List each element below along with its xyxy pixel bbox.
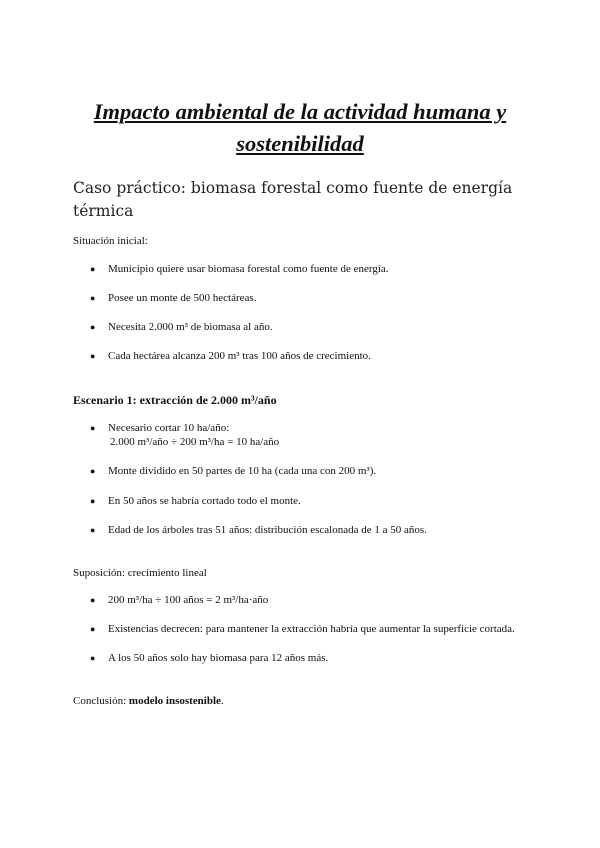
list-item-text (108, 421, 548, 449)
list-item-text: 200 m³/ha ÷ 100 años = 2 m³/ha·año (108, 594, 269, 606)
conclusion-period: . (220, 695, 224, 707)
bullet-icon: ● (90, 423, 96, 433)
list-item-text: En 50 años se habría cortado todo el monte. (108, 495, 301, 507)
title-line-2: sostenibilidad (236, 131, 364, 156)
list-item-text: Existencias decrecen: para mantener la extracción habría que aumentar la superficie cortada. (108, 623, 515, 635)
list-item-text: Posee un monte de 500 hectáreas. (108, 292, 257, 304)
scenario-heading: Escenario 1: extracción de 2.000 m³/año (73, 393, 277, 407)
formula-line: 2.000 m³/año ÷ 200 m³/ha = 10 ha/año (110, 436, 280, 448)
conclusion-label: Conclusión: (73, 695, 127, 707)
conclusion-value: modelo insostenible (128, 695, 221, 707)
bullet-icon: ● (90, 264, 96, 274)
document-title (40, 96, 560, 160)
conclusion-paragraph (73, 694, 224, 708)
bullet-icon: ● (90, 525, 96, 535)
suposicion-label: Suposición: crecimiento lineal (73, 567, 207, 579)
list-item-text: A los 50 años solo hay biomasa para 12 años más. (108, 652, 329, 664)
case-study-heading: Caso práctico: biomasa forestal como fuente de energía térmica (73, 179, 513, 220)
bullet-icon: ● (90, 624, 96, 634)
bullet-icon: ● (90, 595, 96, 605)
bullet-icon: ● (90, 351, 96, 361)
situacion-label: Situación inicial: (73, 235, 148, 247)
list-item-text: Municipio quiere usar biomasa forestal como fuente de energía. (108, 263, 389, 275)
list-item-text: Cada hectárea alcanza 200 m³ tras 100 años de crecimiento. (108, 350, 371, 362)
bullet-icon: ● (90, 496, 96, 506)
bullet-icon: ● (90, 322, 96, 332)
list-item-text: Edad de los árboles tras 51 años: distribución escalonada de 1 a 50 años. (108, 524, 427, 536)
list-item-line: Necesario cortar 10 ha/año: (108, 422, 230, 434)
list-item-text: Monte dividido en 50 partes de 10 ha (cada una con 200 m³). (108, 465, 377, 477)
bullet-icon: ● (90, 466, 96, 476)
title-line-1: Impacto ambiental de la actividad humana y (93, 99, 507, 124)
bullet-icon: ● (90, 293, 96, 303)
bullet-icon: ● (90, 653, 96, 663)
list-item-text: Necesita 2.000 m³ de biomasa al año. (108, 321, 273, 333)
